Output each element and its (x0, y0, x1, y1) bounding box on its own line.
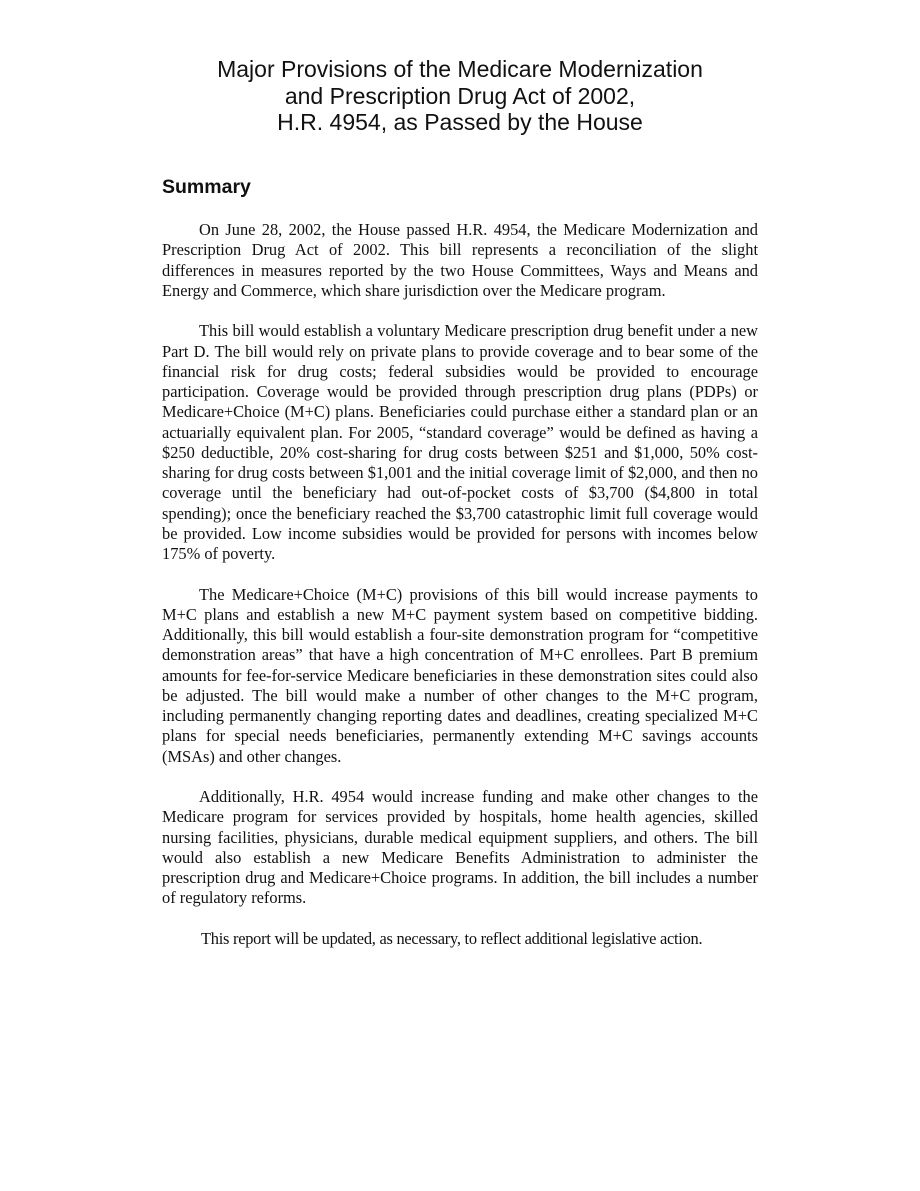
paragraph-2: This bill would establish a voluntary Medicare prescription drug benefit under a new Part D. The bill would rely on private plans to provide coverage and to bear some of the financial risk for drug costs; federal subsidies would be provided to encourage participation. Coverage would be provided through prescription drug plans (PDPs) or Medicare+Choice (M+C) plans. Beneficiaries could purchase either a standard plan or an actuarially equivalent plan. For 2005, “standard coverage” would be defined as having a $250 deductible, 20% cost-sharing for drug costs between $251 and $1,000, 50% cost-sharing for drug costs between $1,001 and the initial coverage limit of $2,000, and then no coverage until the beneficiary had out-of-pocket costs of $3,700 ($4,800 in total spending); once the beneficiary reached the $3,700 catastrophic limit full coverage would be provided. Low income subsidies would be provided for persons with incomes below 175% of poverty. (162, 321, 758, 563)
summary-body (162, 220, 758, 969)
title-line-1: Major Provisions of the Medicare Modernization (217, 56, 703, 82)
title-line-2: and Prescription Drug Act of 2002, (284, 82, 636, 109)
paragraph-3: The Medicare+Choice (M+C) provisions of this bill would increase payments to M+C plans and establish a new M+C payment system based on competitive bidding. Additionally, this bill would establish a four-site demonstration program for “competitive demonstration areas” that have a high concentration of M+C enrollees. Part B premium amounts for fee-for-service Medicare beneficiaries in these demonstration sites could also be adjusted. The bill would make a number of other changes to the M+C program, including permanently changing reporting dates and deadlines, creating specialized M+C plans for special needs beneficiaries, permanently extending M+C savings accounts (MSAs) and other changes. (162, 584, 758, 766)
paragraph-4: Additionally, H.R. 4954 would increase funding and make other changes to the Medicare program for services provided by hospitals, home health agencies, skilled nursing facilities, physicians, durable medical equipment suppliers, and others. The bill would also establish a new Medicare Benefits Administration to administer the prescription drug and Medicare+Choice programs. In addition, the bill includes a number of regulatory reforms. (162, 787, 758, 908)
document-title (162, 56, 758, 136)
title-line-3: H.R. 4954, as Passed by the House (277, 109, 643, 135)
section-heading-summary: Summary (162, 176, 251, 198)
paragraph-1: On June 28, 2002, the House passed H.R. 4954, the Medicare Modernization and Prescription Drug Act of 2002. This bill represents a reconciliation of the slight differences in measures reported by the two House Committees, Ways and Means and Energy and Commerce, which share jurisdiction over the Medicare program. (162, 220, 758, 300)
paragraph-5: This report will be updated, as necessary, to reflect additional legislative action. (201, 928, 703, 948)
